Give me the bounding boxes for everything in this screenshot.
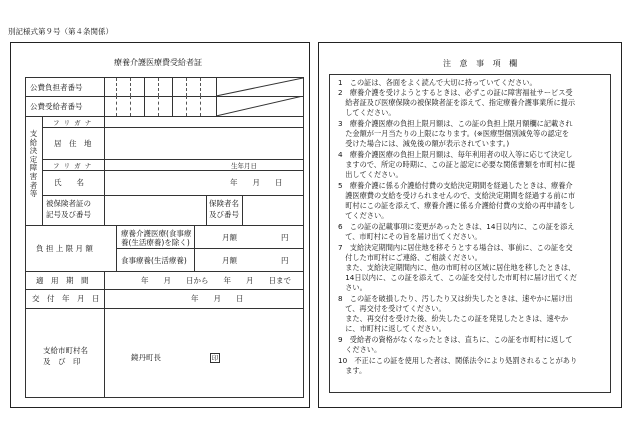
note-line: 4 療養介護医療の負担上限月額は、毎年利用者の収入等に応じて決定し bbox=[338, 150, 573, 159]
note-line: 護医療費の支給を受けられませんので、支給決定期間を経過する前に市 bbox=[338, 191, 576, 200]
public-payer-label: 公費負担者番号 bbox=[30, 83, 83, 92]
note-line: 7 支給決定期間内に居住地を移そうとする場合は、事前に、この証を交 bbox=[338, 243, 573, 252]
note-line: 3 療養介護医療の負担上限月額は、この証の負担上限月額欄に記載され bbox=[338, 119, 573, 128]
birth-date-label: 生年月日 bbox=[231, 162, 257, 170]
subject-group-label: 支 給 決 定 障 害 者 等 bbox=[29, 129, 38, 199]
insurance-card-label: 記号及び番号 bbox=[46, 210, 91, 219]
note-line: 9 受給者の資格がなくなったときは、直ちに、この証を市町村に返して bbox=[338, 335, 573, 344]
insurer-number-label: 及び番号 bbox=[209, 210, 239, 219]
issuer-label: 支給市町村名 bbox=[43, 346, 88, 355]
certificate-panel bbox=[10, 42, 310, 408]
medical-cost-label: 療養介護医療(食事療 bbox=[121, 229, 192, 238]
note-line: 6 この証の記載事項に変更があったときは、14日以内に、この証を添え bbox=[338, 222, 575, 231]
birth-date-value: 年 月 日 bbox=[230, 178, 283, 187]
note-line: ます。 bbox=[338, 366, 367, 375]
meal-cost-label: 食事療養(生活療養) bbox=[121, 256, 187, 265]
seal-stamp-icon: 印 bbox=[211, 354, 219, 362]
yen-label: 円 bbox=[281, 256, 289, 265]
note-line: 受けた場合には、減免後の額が表示されています。) bbox=[338, 139, 510, 148]
period-label: 適 用 期 間 bbox=[36, 276, 89, 285]
notes-panel bbox=[318, 42, 622, 408]
insurer-number-label: 保険者名 bbox=[209, 199, 239, 208]
monthly-amount-label: 月額 bbox=[222, 233, 237, 242]
strike-box-icon bbox=[216, 96, 303, 116]
certificate-title: 療養介護医療費受給者証 bbox=[114, 58, 202, 67]
monthly-amount-label: 月額 bbox=[222, 256, 237, 265]
note-line: 10 不正にこの証を使用した者は、関係法令により処罰されることがあり bbox=[338, 356, 578, 365]
limit-label: 負 担 上 限 月 額 bbox=[36, 244, 93, 253]
notes-title: 注 意 事 項 欄 bbox=[443, 59, 521, 68]
issue-date-value: 年 月 日 bbox=[191, 294, 244, 303]
address-label: 居 住 地 bbox=[54, 139, 92, 148]
note-line: 付した市町村にご連絡、ご相談ください。 bbox=[338, 253, 482, 262]
form-number: 別記様式第９号（第４条関係） bbox=[8, 27, 113, 36]
note-line: 5 療養介護に係る介護給付費の支給決定期間を経過したときは、療養介 bbox=[338, 181, 573, 190]
issuer-label: 及 び 印 bbox=[43, 357, 81, 366]
recipient-number-label: 公費受給者番号 bbox=[30, 102, 83, 111]
period-value: 年 月 日から 年 月 日まで bbox=[141, 276, 291, 285]
name-label: 氏 名 bbox=[54, 178, 84, 187]
note-line: 町村にこの証を添えて、療養介護に係る介護給付費の支給の再申請をし bbox=[338, 201, 576, 210]
issuer-name: 鏡丹町長 bbox=[131, 353, 161, 362]
yen-label: 円 bbox=[281, 233, 289, 242]
note-line: ください。 bbox=[338, 345, 382, 354]
note-line: に、市町村に返してください。 bbox=[338, 324, 446, 333]
note-line: 2 療養介護を受けようとするときは、必ずこの証に障害福祉サービス受 bbox=[338, 88, 573, 97]
note-line: 出してください。 bbox=[338, 170, 403, 179]
note-line: て、再交付を受けてください。 bbox=[338, 304, 446, 313]
note-line: 1 この証は、各面をよく読んで大切に持っていてください。 bbox=[338, 78, 537, 87]
note-line: ますので、所定の時期に、この証と認定に必要な関係書類を市町村に提 bbox=[338, 160, 576, 169]
note-line: てください。 bbox=[338, 211, 389, 220]
note-line: また、支給決定期間内に、他の市町村の区域に居住地を移したときは、 bbox=[338, 263, 576, 272]
furigana-label: フ リ ガ ナ bbox=[53, 119, 93, 127]
note-line: してください。 bbox=[338, 108, 396, 117]
note-line: 14日以内に、この証を添えて、この証を交付した市町村に届け出てくだ bbox=[338, 273, 578, 282]
note-line: て、市町村にその旨を届け出てください。 bbox=[338, 232, 482, 241]
insurance-card-label: 被保険者証の bbox=[46, 199, 91, 208]
note-line: 8 この証を破損したり、汚したり又は紛失したときは、速やかに届け出 bbox=[338, 294, 573, 303]
note-line: た金額が一月当たりの上限になります。(※医療型個別減免等の認定を bbox=[338, 129, 570, 138]
furigana-label: フ リ ガ ナ bbox=[53, 162, 93, 170]
medical-cost-label: 養(生活療養)を除く) bbox=[121, 238, 190, 247]
note-line: また、再交付を受けた後、紛失したこの証を発見したときは、速やか bbox=[338, 314, 569, 323]
certificate-table bbox=[25, 77, 304, 398]
note-line: 給者証及び医療保険の被保険者証を添えて、指定療養介護事業所に提示 bbox=[338, 98, 576, 107]
note-line: さい。 bbox=[338, 283, 367, 292]
issue-date-label: 交 付 年 月 日 bbox=[32, 294, 100, 303]
notes-box bbox=[329, 74, 611, 393]
